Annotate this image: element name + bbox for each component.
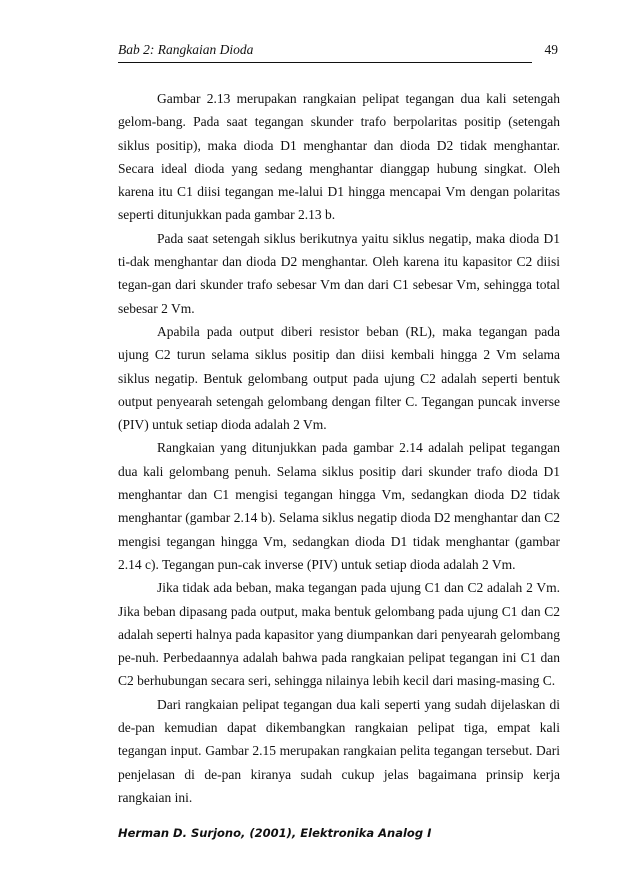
page-footer-citation: Herman D. Surjono, (2001), Elektronika Analog I [118, 826, 432, 840]
paragraph-siklus-negatip: Pada saat setengah siklus berikutnya yaitu siklus negatip, maka dioda D1 ti-dak menghantar dan dioda D2 menghantar. Oleh karena itu kapasitor C2 diisi tegan-gan dari skunder trafo sebesar Vm dan dari C1 sebesar Vm, sehingga total sebesar 2 Vm. [118, 230, 560, 316]
body-text [118, 87, 560, 809]
paragraph-gambar-2-14: Rangkaian yang ditunjukkan pada gambar 2.14 adalah pelipat tegangan dua kali gelombang penuh. Selama siklus positip dari skunder trafo dioda D1 menghantar dan C1 mengisi tegangan hingga Vm, sedangkan dioda D2 tidak menghantar (gambar 2.14 b). Selama siklus negatip dioda D2 menghantar dan C2 mengisi tegangan hingga Vm, sedangkan dioda D1 tidak menghantar (gambar 2.14 c). Tegangan pun-cak inverse (PIV) untuk setiap dioda adalah 2 Vm. [118, 440, 560, 572]
chapter-title: Bab 2: Rangkaian Dioda [118, 42, 254, 57]
paragraph-resistor-beban: Apabila pada output diberi resistor beban (RL), maka tegangan pada ujung C2 turun selama siklus positip dan diisi kembali hingga 2 Vm selama siklus negatip. Bentuk gelombang output pada ujung C2 adalah seperti bentuk output penyearah setengah gelombang dengan filter C. Tegangan puncak inverse (PIV) untuk setiap dioda adalah 2 Vm. [118, 323, 560, 433]
page-header [118, 38, 558, 64]
paragraph-gambar-2-15: Dari rangkaian pelipat tegangan dua kali seperti yang sudah dijelaskan di de-pan kemudian dapat dikembangkan rangkaian pelipat tiga, empat kali tegangan input. Gambar 2.15 merupakan rangkaian pelita tegangan tersebut. Dari penjelasan di de-pan kiranya sudah cukup jelas bagaimana prinsip kerja rangkaian ini. [118, 696, 560, 805]
header-rule [118, 62, 532, 63]
paragraph-tanpa-beban: Jika tidak ada beban, maka tegangan pada ujung C1 dan C2 adalah 2 Vm. Jika beban dipasang pada output, maka bentuk gelombang pada ujung C1 dan C2 adalah seperti halnya pada kapasitor yang diumpankan dari penyearah gelombang pe-nuh. Perbedaannya adalah bahwa pada rangkaian pelipat tegangan ini C1 dan C2 berhubungan secara seri, sehingga nilainya lebih kecil dari masing-masing C. [118, 580, 560, 689]
page-number: 49 [544, 42, 558, 57]
paragraph-gambar-2-13: Gambar 2.13 merupakan rangkaian pelipat tegangan dua kali setengah gelom-bang. Pada saat tegangan skunder trafo berpolaritas positip (setengah siklus positip), maka dioda D1 menghantar dan dioda D2 tidak menghantar. Secara ideal dioda yang sedang menghantar dianggap hubung singkat. Oleh karena itu C1 diisi tegangan me-lalui D1 hingga mencapai Vm dengan polaritas seperti ditunjukkan pada gambar 2.13 b. [118, 91, 560, 223]
